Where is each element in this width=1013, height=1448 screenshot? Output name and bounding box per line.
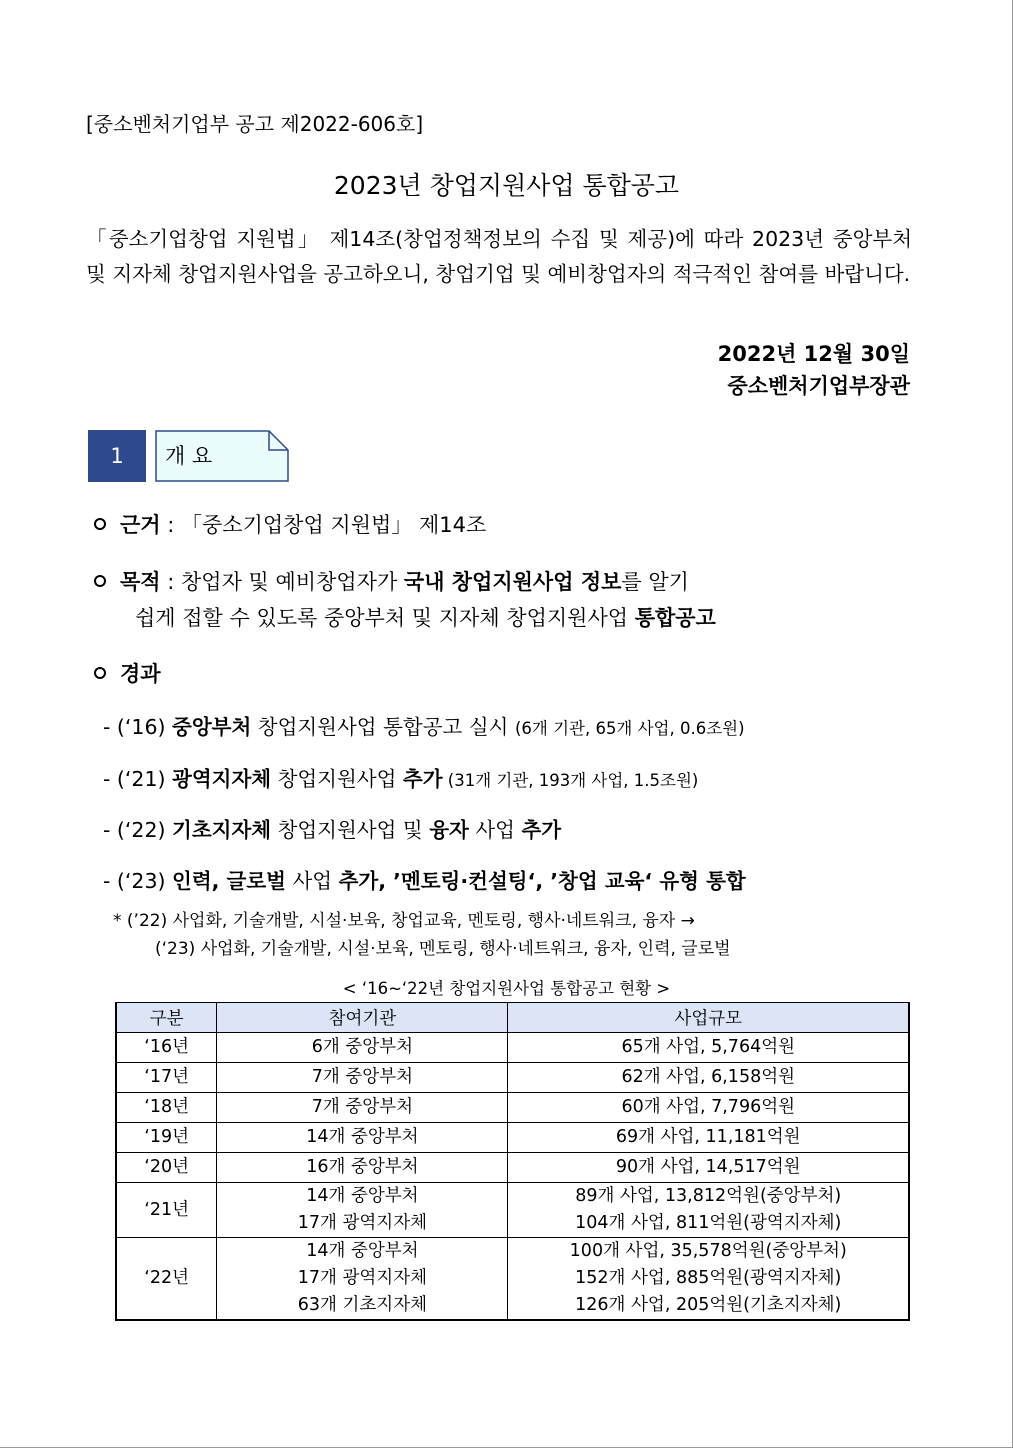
year-cell: ‘18년 [116,1093,217,1123]
year-cell: ‘19년 [116,1123,217,1153]
scale-line: 90개 사업, 14,517억원 [615,1157,801,1177]
scale-cell [508,1153,909,1183]
purpose-sep: : [160,570,182,594]
orgs-line: 7개 중앙부처 [311,1097,413,1117]
orgs-cell [217,1183,508,1238]
orgs-line: 63개 기초지자체 [297,1295,428,1315]
year-cell: ‘17년 [116,1063,217,1093]
history-year: - (‘23) [103,869,173,893]
table-header-cell: 참여기관 [217,1003,508,1033]
table-header-cell: 사업규모 [508,1003,909,1033]
history-year: - (‘22) [103,818,173,842]
orgs-cell [217,1063,508,1093]
orgs-line: 14개 중앙부처 [306,1241,419,1261]
scale-cell [508,1063,909,1093]
orgs-cell [217,1123,508,1153]
history-heading [94,658,161,688]
year-cell: ‘16년 [116,1033,217,1063]
scale-line: 104개 사업, 811억원(광역지자체) [575,1213,842,1233]
basis-label: 근거 [120,513,161,537]
history-bold: 추가 [402,767,443,791]
orgs-line: 6개 중앙부처 [311,1037,413,1057]
history-bold: 광역지자체 [172,767,272,791]
orgs-cell [217,1093,508,1123]
basis-item [94,509,486,539]
history-item-23 [103,864,746,894]
table-row [116,1063,909,1093]
orgs-line: 17개 광역지자체 [297,1213,428,1233]
scale-line: 60개 사업, 7,796억원 [621,1097,796,1117]
history-note-2: (‘23) 사업화, 기술개발, 시설·보육, 멘토링, 행사·네트워크, 융자, 인력, 글로벌 [155,939,731,959]
basis-sep: : [160,513,182,537]
section-label: 개 요 [165,444,213,468]
history-text: 사업 [468,818,522,842]
history-text: 사업 [285,869,339,893]
orgs-line: 16개 중앙부처 [306,1157,419,1177]
circle-bullet-icon [94,667,106,679]
table-row [116,1153,909,1183]
table-caption: < ‘16~‘22년 창업지원사업 통합공고 현황 > [342,979,671,998]
history-text: 창업지원사업 통합공고 실시 [251,715,515,739]
section-label-box [155,430,289,482]
history-text: 창업지원사업 및 [271,818,430,842]
history-item-16 [103,710,745,740]
history-bold: 중앙부처 [172,715,252,739]
section-number-badge: 1 [88,430,146,482]
orgs-line: 14개 중앙부처 [306,1127,419,1147]
history-year: - (‘21) [103,767,173,791]
scale-line: 152개 사업, 885억원(광역지자체) [575,1268,842,1288]
history-bold: 추가, ’멘토링·컨설팅‘, ’창업 교육‘ 유형 통합 [338,869,746,893]
history-year: - (‘16) [103,715,173,739]
scale-line: 62개 사업, 6,158억원 [621,1067,796,1087]
orgs-cell [217,1238,508,1321]
purpose-text-3: 쉽게 접할 수 있도록 중앙부처 및 지자체 창업지원사업 [135,606,635,630]
scale-cell [508,1033,909,1063]
issuer-name: 중소벤처기업부장관 [727,374,910,398]
table-row [116,1183,909,1238]
table-row [116,1033,909,1063]
scale-cell [508,1123,909,1153]
history-detail: (6개 기관, 65개 사업, 0.6조원) [514,719,745,738]
table-header-cell: 구분 [116,1003,217,1033]
scale-cell [508,1238,909,1321]
history-item-21 [103,762,698,792]
scale-line: 69개 사업, 11,181억원 [615,1127,801,1147]
history-note-1: * (’22) 사업화, 기술개발, 시설·보육, 창업교육, 멘토링, 행사·네트워크, 융자 → [113,911,695,931]
table-body [116,1033,909,1321]
intro-paragraph: 「중소기업창업 지원법」 제14조(창업정책정보의 수집 및 제공)에 따라 2023년 중앙부처 및 지자체 창업지원사업을 공고하오니, 창업기업 및 예비창업자의 적극적인 참여를 바랍니다. [86,227,912,286]
history-bold: 추가 [521,818,562,842]
history-table [115,1002,910,1321]
history-detail: (31개 기관, 193개 사업, 1.5조원) [442,771,699,790]
scale-cell [508,1183,909,1238]
orgs-cell [217,1153,508,1183]
history-item-22 [103,813,561,843]
table-row [116,1238,909,1321]
orgs-line: 14개 중앙부처 [306,1186,419,1206]
orgs-line: 7개 중앙부처 [311,1067,413,1087]
scale-line: 89개 사업, 13,812억원(중앙부처) [575,1186,842,1206]
purpose-bold-1: 국내 창업지원사업 정보 [403,570,622,594]
announcement-date: 2022년 12월 30일 [717,342,910,366]
orgs-line: 17개 광역지자체 [297,1268,428,1288]
table-row [116,1093,909,1123]
orgs-cell [217,1033,508,1063]
history-label: 경과 [120,662,161,686]
purpose-item-line2 [135,602,716,632]
document-title: 2023년 창업지원사업 통합공고 [333,171,680,200]
scale-line: 65개 사업, 5,764억원 [621,1037,796,1057]
circle-bullet-icon [94,575,106,587]
notice-number: [중소벤처기업부 공고 제2022-606호] [86,112,424,136]
history-bold: 인력, 글로벌 [172,869,286,893]
history-bold: 융자 [429,818,469,842]
circle-bullet-icon [94,518,106,530]
scale-line: 126개 사업, 205억원(기초지자체) [575,1295,842,1315]
scale-line: 100개 사업, 35,578억원(중앙부처) [569,1241,847,1261]
purpose-label: 목적 [120,570,161,594]
purpose-text-2: 를 알기 [621,570,689,594]
table-header-row [116,1003,909,1033]
basis-text: 「중소기업창업 지원법」 제14조 [181,513,487,537]
table-row [116,1123,909,1153]
purpose-item [94,566,689,596]
scale-cell [508,1093,909,1123]
year-cell: ‘20년 [116,1153,217,1183]
history-bold: 기초지자체 [172,818,272,842]
purpose-text-1: 창업자 및 예비창업자가 [181,570,404,594]
year-cell: ‘21년 [116,1183,217,1238]
year-cell: ‘22년 [116,1238,217,1321]
purpose-bold-2: 통합공고 [634,606,716,630]
history-text: 창업지원사업 [271,767,403,791]
